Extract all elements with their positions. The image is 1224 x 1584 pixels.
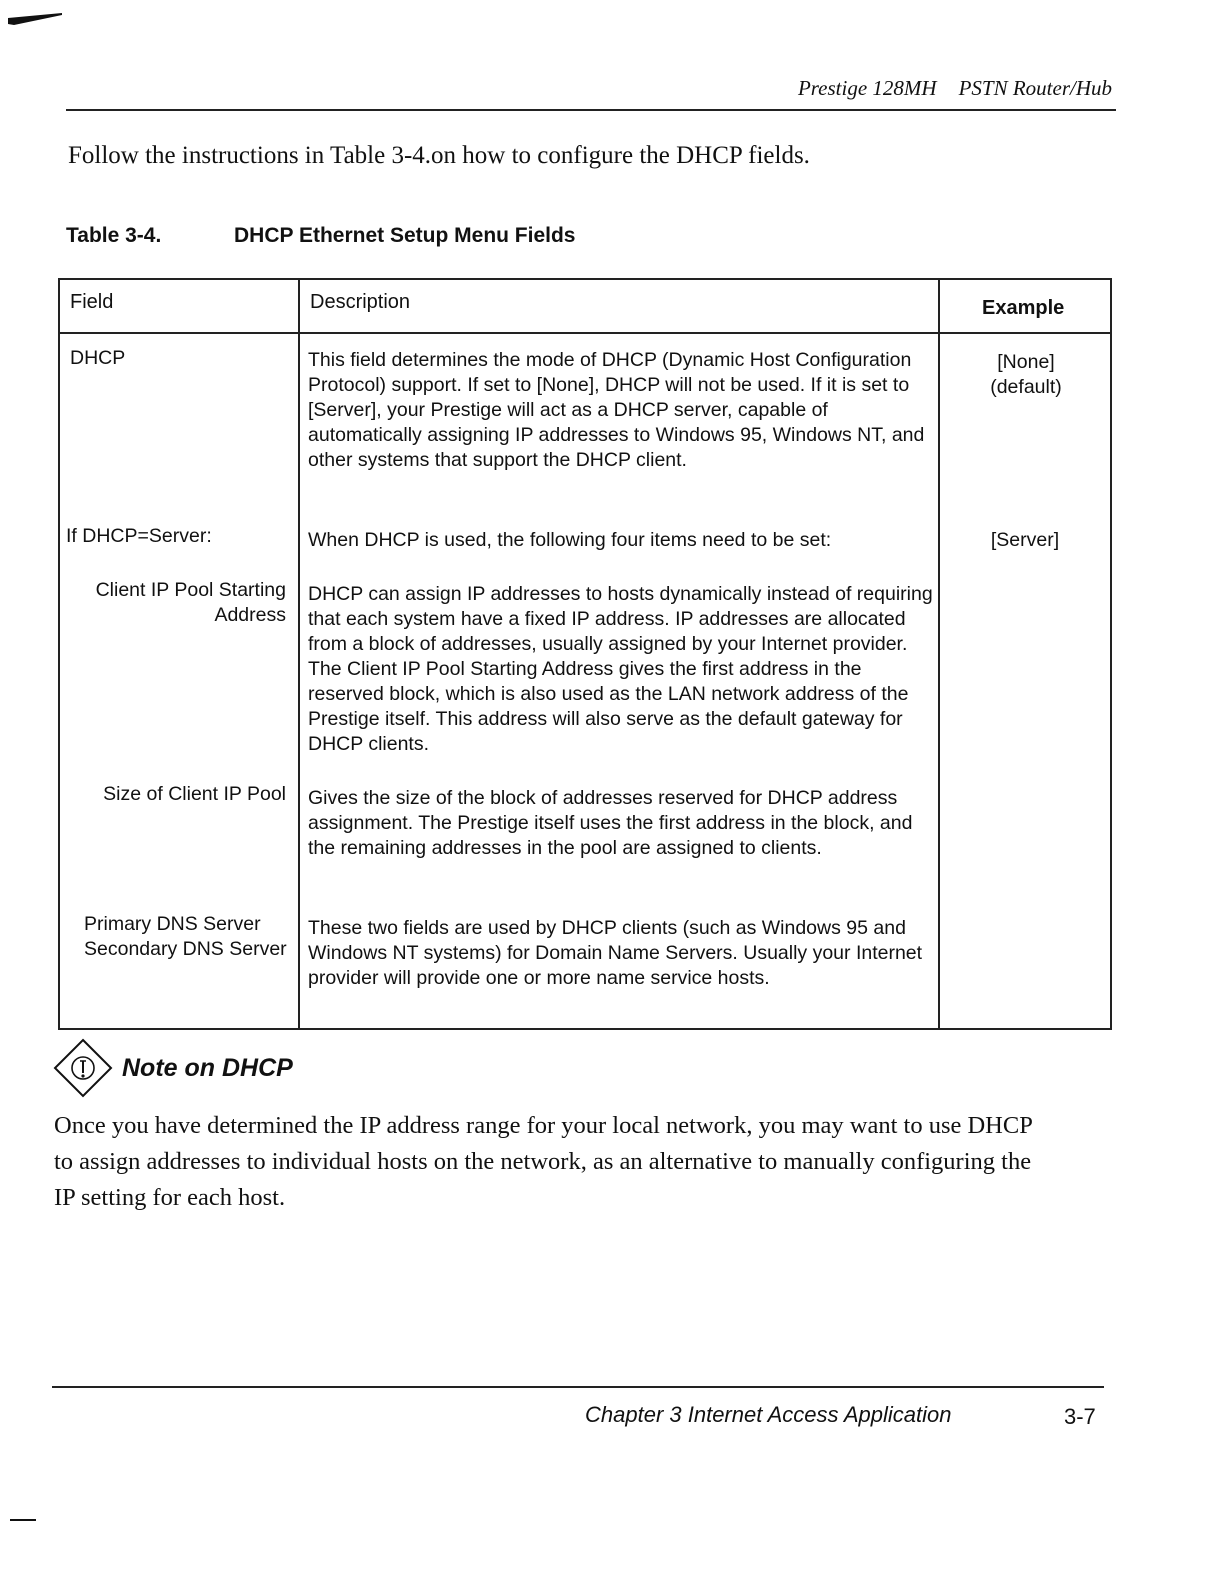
column-divider <box>938 280 940 1028</box>
scan-mark-icon <box>10 1519 36 1521</box>
table-row-description: When DHCP is used, the following four items need to be set: <box>308 529 832 551</box>
table-row-field: Client IP Pool Starting Address <box>95 579 286 626</box>
column-divider <box>298 280 300 1028</box>
table-row-description: These two fields are used by DHCP clients (such as Windows 95 and Windows NT systems) for Domain Name Servers. Usually your Internet provider will provide one or more name service hosts. <box>308 917 923 989</box>
running-header <box>798 76 1112 101</box>
table-row-field: Size of Client IP Pool <box>103 783 286 805</box>
table-row-example: [Server] <box>990 529 1060 551</box>
table-row-description: This field determines the mode of DHCP (Dynamic Host Configuration Protocol) support. If set to [None], DHCP will not be used. If it is set to [Server], your Prestige will act as a DHCP server, capable of automatically assigning IP addresses to Windows 95, Windows NT, and other systems that support the DHCP client. <box>308 349 925 471</box>
note-body: Once you have determined the IP address range for your local network, you may want to use DHCP to assign addresses to individual hosts on the network, as an alternative to manually configuring the IP setting for each host. <box>54 1112 1032 1211</box>
dhcp-fields-table <box>58 278 1112 1030</box>
column-header-description: Description <box>310 291 411 313</box>
table-row-field: Primary DNS Server Secondary DNS Server <box>84 913 287 960</box>
table-row-description: Gives the size of the block of addresses reserved for DHCP address assignment. The Prestige itself uses the first address in the block, and the remaining addresses in the pool are assigned to clients. <box>308 787 913 859</box>
table-row-field: If DHCP=Server: <box>66 525 212 547</box>
info-diamond-icon <box>52 1037 114 1099</box>
page-number: 3-7 <box>1064 1404 1096 1429</box>
note-heading <box>52 1038 293 1098</box>
intro-paragraph: Follow the instructions in Table 3-4.on how to configure the DHCP fields. <box>68 142 810 169</box>
table-row-example: [None] (default) <box>990 351 1062 398</box>
header-subtitle: PSTN Router/Hub <box>958 76 1112 100</box>
column-header-example: Example <box>982 297 1065 319</box>
table-row-field: DHCP <box>70 347 126 369</box>
note-title: Note on DHCP <box>122 1053 293 1082</box>
table-caption <box>66 224 576 248</box>
footer-chapter: Chapter 3 Internet Access Application <box>585 1402 952 1427</box>
scan-mark-icon <box>8 12 62 26</box>
footer-rule <box>52 1386 1104 1388</box>
table-title: DHCP Ethernet Setup Menu Fields <box>234 224 576 247</box>
header-rule <box>66 109 1116 111</box>
table-row-description: DHCP can assign IP addresses to hosts dynamically instead of requiring that each system have a fixed IP address. IP addresses are allocated from a block of addresses, usually assigned by your Internet provider. The Client IP Pool Starting Address gives the first address in the reserved block, which is also used as the LAN network address of the Prestige itself. This address will also serve as the default gateway for DHCP clients. <box>308 583 933 755</box>
header-divider <box>60 332 1110 334</box>
header-product: Prestige 128MH <box>797 76 937 100</box>
column-header-field: Field <box>70 291 114 313</box>
table-number: Table 3-4. <box>66 224 162 247</box>
